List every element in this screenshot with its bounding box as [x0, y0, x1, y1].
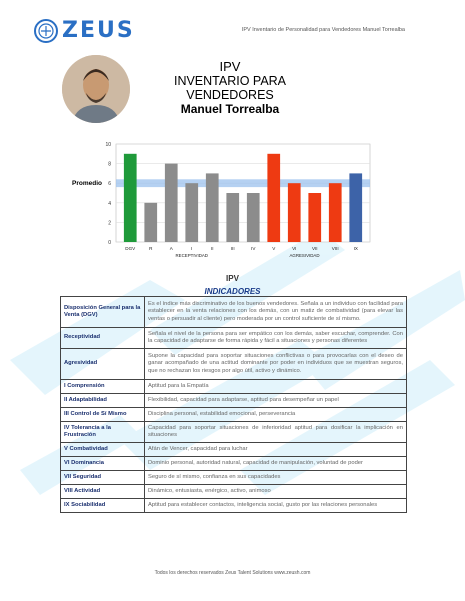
table-row [61, 380, 407, 394]
indicator-name: Disposición General para la Venta (DGV) [61, 297, 145, 328]
y-tick-label: 0 [108, 240, 111, 246]
bar [185, 183, 198, 242]
header-note: IPV Inventario de Personalidad para Vendedores Manuel Torrealba [241, 27, 405, 33]
bar [206, 173, 219, 242]
table-row [61, 422, 407, 443]
zeus-emblem-icon [34, 19, 58, 43]
y-tick-label: 4 [108, 200, 111, 207]
x-tick-label: III [230, 246, 235, 251]
person-name: Manuel Torrealba [180, 102, 280, 116]
table-row [61, 328, 407, 349]
table-row [61, 443, 407, 457]
x-tick-label: VI [292, 246, 297, 251]
avatar [62, 55, 130, 123]
bar [247, 193, 260, 242]
indicator-description: Es el índice más discriminativo de los buenos vendedores. Señala a un individuo con facilidad para establecer en la venta relaciones con los demás, con un matiz de combatividad (para elevar las ventas o persuadir al cliente) pero moderada por un control suficiente de sí mismo. [145, 297, 407, 328]
y-tick-label: 2 [108, 220, 111, 227]
bar [329, 183, 342, 242]
bar [124, 154, 137, 242]
indicator-description: Dinámico, entusiasta, enérgico, activo, animoso [145, 485, 407, 499]
title-main: INVENTARIO PARA VENDEDORES [173, 74, 287, 102]
average-label: Promedio [72, 180, 102, 188]
indicator-description: Seguro de sí mismo, confianza en sus capacidades [145, 471, 407, 485]
table-row [61, 499, 407, 513]
bar [349, 173, 362, 242]
indicator-description: Aptitud para establecer contactos, inteligencia social, gusto por las relaciones personales [145, 499, 407, 513]
x-tick-label: VIII [331, 246, 339, 251]
brand-name: ZEUS [62, 18, 135, 43]
bar-chart [70, 138, 390, 270]
y-tick-label: 10 [105, 142, 111, 148]
x-tick-label: A [169, 246, 173, 251]
x-tick-label: II [210, 246, 214, 251]
zeus-logo [34, 18, 135, 43]
bar [165, 164, 178, 242]
indicator-name: IX Sociabilidad [61, 499, 145, 513]
group-label-agresividad: AGRESIVIDAD [289, 253, 320, 258]
table-row [61, 297, 407, 328]
indicator-name: IV Tolerancia a la Frustración [61, 422, 145, 443]
x-tick-label: IV [251, 246, 256, 251]
person-photo-icon [62, 55, 130, 123]
indicator-description: Aptitud para la Empatía [145, 380, 407, 394]
table-row [61, 471, 407, 485]
x-tick-label: DGV [125, 246, 136, 251]
section-title: INDICADORES [204, 287, 261, 296]
title-acronym: IPV [219, 59, 241, 74]
x-tick-label: R [149, 246, 153, 251]
indicator-name: Receptividad [61, 328, 145, 349]
bar [267, 154, 280, 242]
indicator-name: VI Dominancia [61, 457, 145, 471]
indicator-description: Señala el nivel de la persona para ser empático con los demás, saber escuchar, comprender. Con la capacidad de adaptarse de forma rápida y fácil a situaciones y personas diferentes [145, 328, 407, 349]
group-label-receptividad: RECEPTIVIDAD [175, 253, 208, 258]
indicator-description: Afán de Vencer, capacidad para luchar [145, 443, 407, 457]
indicators-table [60, 296, 407, 513]
table-row [61, 457, 407, 471]
indicator-name: VII Seguridad [61, 471, 145, 485]
indicator-description: Supone la capacidad para soportar situaciones conflictivas o para provocarlas con el deseo de ganar acompañado de una actitud dominante por poder en individuos que se muestran seguros, que no rechazan los riesgos por algo útil, activo y dinámico. [145, 349, 407, 380]
table-row [61, 394, 407, 408]
table-row [61, 408, 407, 422]
chart-xlabel: IPV [226, 274, 239, 283]
indicator-description: Flexibilidad, capacidad para adaptarse, aptitud para desempeñar un papel [145, 394, 407, 408]
bar [308, 193, 321, 242]
indicator-name: V Combatividad [61, 443, 145, 457]
indicator-name: Agresividad [61, 349, 145, 380]
bar [144, 203, 157, 242]
indicator-description: Capacidad para soportar situaciones de inferioridad aptitud para dosificar la implicación en situaciones [145, 422, 407, 443]
table-row [61, 349, 407, 380]
indicator-name: VIII Actividad [61, 485, 145, 499]
title-block [130, 60, 330, 116]
footer: Todos los derechos reservados Zeus Talent Solutions www.zeush.com [154, 570, 311, 576]
y-tick-label: 6 [108, 181, 111, 188]
indicator-description: Dominio personal, autoridad natural, capacidad de manipulación, voluntad de poder [145, 457, 407, 471]
indicator-name: II Adaptabilidad [61, 394, 145, 408]
indicator-name: I Comprensión [61, 380, 145, 394]
x-tick-label: V [272, 246, 276, 251]
x-tick-label: IX [353, 246, 358, 251]
bar [288, 183, 301, 242]
indicator-name: III Control de Sí Mismo [61, 408, 145, 422]
y-tick-label: 8 [108, 161, 111, 168]
x-tick-label: I [191, 246, 193, 251]
table-row [61, 485, 407, 499]
ipv-chart [70, 138, 390, 270]
indicator-description: Disciplina personal, estabilidad emocional, perseverancia [145, 408, 407, 422]
bar [226, 193, 239, 242]
x-tick-label: VII [311, 246, 318, 251]
